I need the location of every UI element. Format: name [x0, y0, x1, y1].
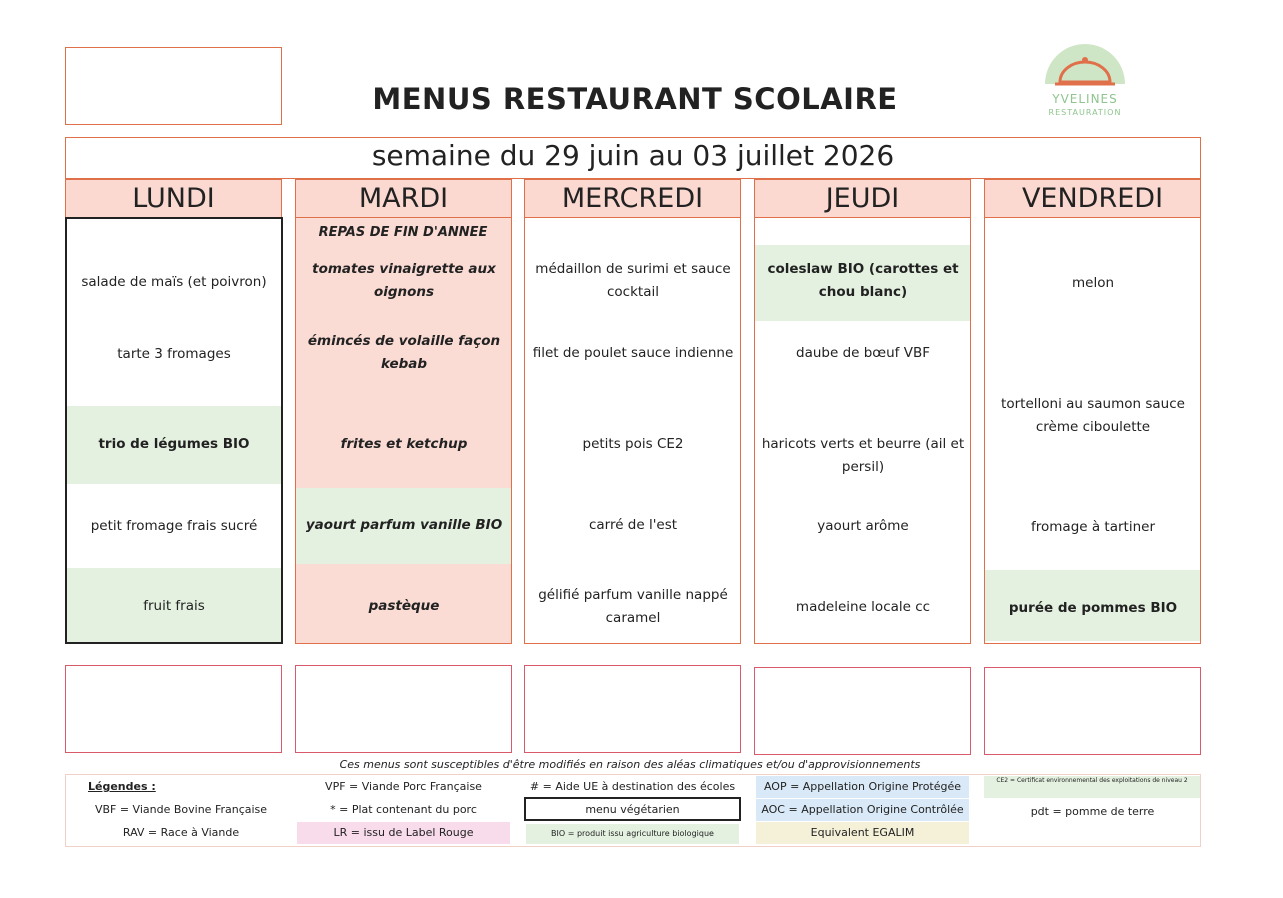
day-column-vendredi — [984, 217, 1201, 644]
day-header-mardi: MARDI — [295, 179, 512, 219]
week-title: semaine du 29 juin au 03 juillet 2026 — [371, 139, 895, 172]
legend-vpf: VPF = Viande Porc Française — [325, 780, 482, 793]
page-title: MENUS RESTAURANT SCOLAIRE — [372, 82, 898, 116]
menu-item: yaourt arôme — [817, 517, 909, 534]
menu-item: carré de l'est — [588, 516, 678, 533]
menu-item: petit fromage frais sucré — [90, 517, 258, 534]
special-meal-label: REPAS DE FIN D'ANNEE — [318, 224, 488, 240]
legend-aide: # = Aide UE à destination des écoles — [529, 780, 736, 793]
menu-item: purée de pommes BIO — [1008, 599, 1178, 616]
legend-aop: AOP = Appellation Origine Protégée — [756, 776, 969, 798]
legend-bio: BIO = produit issu agriculture biologique — [526, 824, 739, 844]
legend-vbf: VBF = Viande Bovine Française — [94, 803, 268, 816]
legend-lr: LR = issu de Label Rouge — [297, 822, 510, 844]
menu-item: gélifié parfum vanille nappé caramel — [538, 587, 728, 626]
menu-item: fromage à tartiner — [1031, 518, 1155, 535]
menu-item: petits pois CE2 — [582, 435, 684, 452]
legend-vegetarian: menu végétarien — [524, 797, 741, 821]
menu-item: coleslaw BIO (carottes et chou blanc) — [767, 261, 959, 300]
legend-porc: * = Plat contenant du porc — [330, 803, 477, 816]
disclaimer-note: Ces menus sont susceptibles d'être modifiés en raison des aléas climatiques et/ou d'approvisionnements — [339, 758, 921, 771]
menu-item: daube de bœuf VBF — [796, 344, 930, 361]
menu-item: filet de poulet sauce indienne — [532, 344, 734, 361]
menu-item: tomates vinaigrette aux oignons — [312, 261, 496, 300]
menu-item: pastèque — [368, 597, 440, 614]
legend-ce2: CE2 = Certificat environnemental des exploitations de niveau 2 — [984, 776, 1200, 798]
logo-text: YVELINES — [1052, 92, 1118, 106]
menu-item: tortelloni au saumon sauce crème ciboulette — [1001, 396, 1185, 435]
day-header-jeudi: JEUDI — [754, 179, 971, 219]
menu-item: haricots verts et beurre (ail et persil) — [761, 436, 965, 475]
menu-item: médaillon de surimi et sauce cocktail — [535, 261, 731, 300]
menu-item: melon — [1071, 274, 1115, 291]
menu-item: salade de maïs (et poivron) — [81, 273, 267, 290]
empty-box — [295, 665, 512, 753]
empty-box — [754, 667, 971, 755]
empty-box — [524, 665, 741, 753]
menu-item: tarte 3 fromages — [117, 345, 231, 362]
day-column-jeudi — [754, 217, 971, 644]
logo-subtext: RESTAURATION — [1048, 108, 1122, 117]
legend-egalim: Equivalent EGALIM — [756, 822, 969, 844]
legend-aoc: AOC = Appellation Origine Contrôlée — [756, 799, 969, 821]
day-header-mercredi: MERCREDI — [524, 179, 741, 219]
day-header-lundi: LUNDI — [65, 179, 282, 219]
menu-item: frites et ketchup — [340, 435, 468, 452]
legend-pdt: pdt = pomme de terre — [1030, 805, 1155, 818]
menu-item: fruit frais — [143, 597, 205, 614]
menu-item: yaourt parfum vanille BIO — [305, 516, 503, 533]
legend-rav: RAV = Race à Viande — [122, 826, 240, 839]
menu-item: trio de légumes BIO — [98, 435, 250, 452]
day-column-mercredi — [524, 217, 741, 644]
day-column-lundi — [65, 217, 283, 644]
menu-item: émincés de volaille façon kebab — [307, 333, 501, 372]
empty-box — [984, 667, 1201, 755]
menu-item: madeleine locale cc — [795, 598, 931, 615]
day-header-vendredi: VENDREDI — [984, 179, 1201, 219]
legend-title: Légendes : — [88, 780, 156, 793]
day-column-mardi — [295, 217, 512, 644]
empty-box — [65, 665, 282, 753]
top-left-box — [65, 47, 282, 125]
